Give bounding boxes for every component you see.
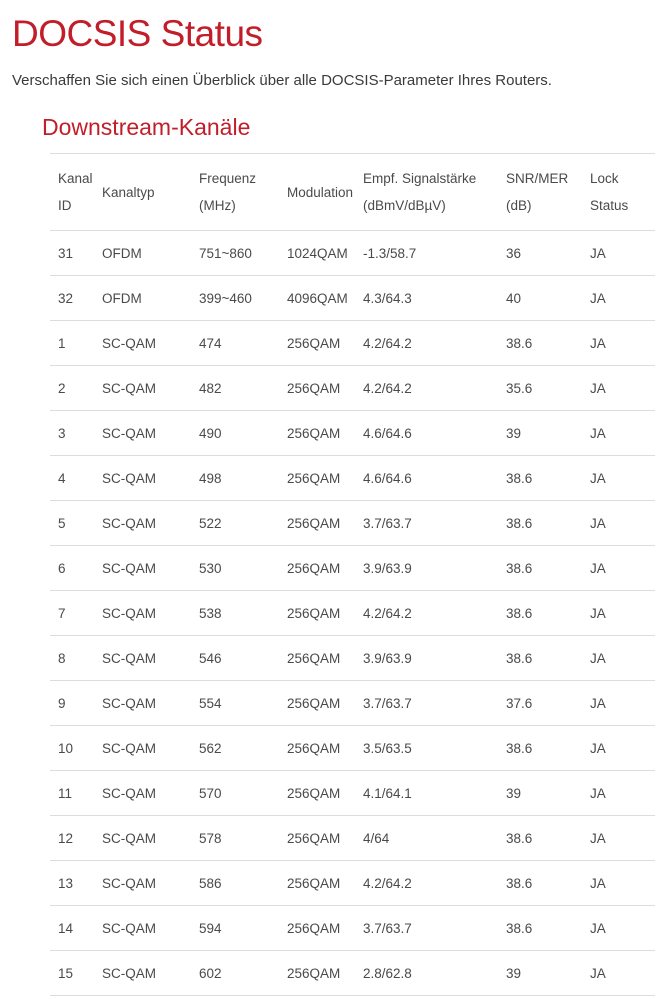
downstream-section — [42, 114, 658, 996]
table-row — [50, 636, 655, 681]
table-cell: 256QAM — [279, 951, 355, 996]
table-cell: 751~860 — [191, 231, 279, 276]
table-cell: 6 — [50, 546, 94, 591]
table-cell: 4.2/64.2 — [355, 321, 498, 366]
table-cell: 10 — [50, 726, 94, 771]
table-cell: SC-QAM — [94, 906, 191, 951]
table-cell: 490 — [191, 411, 279, 456]
table-row — [50, 321, 655, 366]
table-cell: 578 — [191, 816, 279, 861]
table-cell: JA — [582, 816, 655, 861]
column-header-2 — [191, 154, 279, 231]
table-cell: 554 — [191, 681, 279, 726]
table-cell: 522 — [191, 501, 279, 546]
table-cell: 570 — [191, 771, 279, 816]
table-cell: 594 — [191, 906, 279, 951]
table-cell: 256QAM — [279, 591, 355, 636]
table-cell: 3.7/63.7 — [355, 681, 498, 726]
table-cell: JA — [582, 276, 655, 321]
table-cell: 2 — [50, 366, 94, 411]
table-cell: 38.6 — [498, 591, 582, 636]
table-cell: 13 — [50, 861, 94, 906]
table-row — [50, 771, 655, 816]
table-cell: JA — [582, 951, 655, 996]
table-cell: 35.6 — [498, 366, 582, 411]
column-header-4 — [355, 154, 498, 231]
table-cell: 3.7/63.7 — [355, 501, 498, 546]
table-cell: SC-QAM — [94, 366, 191, 411]
table-cell: 38.6 — [498, 726, 582, 771]
table-cell: SC-QAM — [94, 771, 191, 816]
table-cell: 4.2/64.2 — [355, 591, 498, 636]
table-cell: JA — [582, 231, 655, 276]
table-cell: 3.9/63.9 — [355, 546, 498, 591]
table-cell: SC-QAM — [94, 726, 191, 771]
table-cell: 8 — [50, 636, 94, 681]
table-cell: JA — [582, 411, 655, 456]
table-cell: SC-QAM — [94, 591, 191, 636]
column-header-line: (dB) — [506, 198, 532, 214]
table-body — [50, 231, 655, 996]
table-cell: JA — [582, 501, 655, 546]
column-header-line: ID — [58, 198, 72, 214]
table-row — [50, 366, 655, 411]
table-cell: SC-QAM — [94, 321, 191, 366]
table-cell: 39 — [498, 771, 582, 816]
table-row — [50, 681, 655, 726]
column-header-line: SNR/MER — [506, 171, 569, 187]
table-cell: JA — [582, 906, 655, 951]
table-cell: 3.7/63.7 — [355, 906, 498, 951]
table-row — [50, 276, 655, 321]
table-cell: 32 — [50, 276, 94, 321]
table-cell: SC-QAM — [94, 861, 191, 906]
table-row — [50, 231, 655, 276]
table-cell: 39 — [498, 411, 582, 456]
table-cell: SC-QAM — [94, 636, 191, 681]
table-cell: SC-QAM — [94, 681, 191, 726]
table-cell: 399~460 — [191, 276, 279, 321]
table-row — [50, 411, 655, 456]
table-cell: SC-QAM — [94, 951, 191, 996]
table-cell: JA — [582, 771, 655, 816]
table-header-row — [50, 154, 655, 231]
table-cell: 4.6/64.6 — [355, 456, 498, 501]
table-cell: 40 — [498, 276, 582, 321]
table-row — [50, 591, 655, 636]
table-row — [50, 906, 655, 951]
table-cell: 498 — [191, 456, 279, 501]
table-cell: 256QAM — [279, 726, 355, 771]
table-cell: 562 — [191, 726, 279, 771]
table-cell: 4.2/64.2 — [355, 366, 498, 411]
table-cell: JA — [582, 456, 655, 501]
table-cell: 602 — [191, 951, 279, 996]
table-cell: 39 — [498, 951, 582, 996]
table-cell: 38.6 — [498, 906, 582, 951]
table-cell: JA — [582, 861, 655, 906]
table-cell: 31 — [50, 231, 94, 276]
table-cell: 482 — [191, 366, 279, 411]
table-cell: 4 — [50, 456, 94, 501]
table-cell: OFDM — [94, 231, 191, 276]
table-row — [50, 816, 655, 861]
table-row — [50, 726, 655, 771]
table-cell: JA — [582, 546, 655, 591]
column-header-line: Kanal — [58, 171, 93, 187]
table-row — [50, 951, 655, 996]
table-cell: 38.6 — [498, 636, 582, 681]
table-cell: 256QAM — [279, 861, 355, 906]
column-header-line: Empf. Signalstärke — [363, 171, 477, 187]
table-cell: 37.6 — [498, 681, 582, 726]
table-cell: 256QAM — [279, 816, 355, 861]
table-cell: SC-QAM — [94, 411, 191, 456]
table-cell: 4/64 — [355, 816, 498, 861]
table-cell: 1 — [50, 321, 94, 366]
table-cell: -1.3/58.7 — [355, 231, 498, 276]
table-cell: 4.1/64.1 — [355, 771, 498, 816]
column-header-line: Frequenz — [199, 171, 257, 187]
table-cell: 38.6 — [498, 456, 582, 501]
table-cell: 256QAM — [279, 456, 355, 501]
table-cell: JA — [582, 591, 655, 636]
table-row — [50, 501, 655, 546]
table-cell: 3.5/63.5 — [355, 726, 498, 771]
table-cell: SC-QAM — [94, 816, 191, 861]
page-subtitle: Verschaffen Sie sich einen Überblick über alle DOCSIS-Parameter Ihres Routers. — [12, 71, 552, 89]
table-cell: OFDM — [94, 276, 191, 321]
table-cell: SC-QAM — [94, 546, 191, 591]
table-cell: 530 — [191, 546, 279, 591]
table-cell: 586 — [191, 861, 279, 906]
column-header-1 — [94, 154, 191, 231]
table-cell: 38.6 — [498, 816, 582, 861]
column-header-line: Status — [590, 198, 629, 214]
table-cell: 4096QAM — [279, 276, 355, 321]
downstream-channels-table — [50, 153, 655, 996]
table-cell: 12 — [50, 816, 94, 861]
table-cell: 11 — [50, 771, 94, 816]
column-header-0 — [50, 154, 94, 231]
table-cell: 38.6 — [498, 501, 582, 546]
page-title: DOCSIS Status — [12, 13, 263, 54]
table-cell: 256QAM — [279, 321, 355, 366]
table-cell: 256QAM — [279, 636, 355, 681]
table-cell: JA — [582, 726, 655, 771]
table-cell: 256QAM — [279, 501, 355, 546]
column-header-line: (dBmV/dBµV) — [363, 198, 446, 214]
table-cell: JA — [582, 636, 655, 681]
table-cell: 4.6/64.6 — [355, 411, 498, 456]
table-cell: 474 — [191, 321, 279, 366]
table-cell: JA — [582, 321, 655, 366]
table-cell: JA — [582, 366, 655, 411]
table-cell: 38.6 — [498, 321, 582, 366]
column-header-line: Kanaltyp — [102, 184, 155, 200]
column-header-line: Lock — [590, 171, 619, 187]
column-header-3 — [279, 154, 355, 231]
table-cell: SC-QAM — [94, 501, 191, 546]
table-cell: 5 — [50, 501, 94, 546]
table-cell: 36 — [498, 231, 582, 276]
table-cell: 1024QAM — [279, 231, 355, 276]
column-header-line: (MHz) — [199, 198, 236, 214]
table-cell: 256QAM — [279, 546, 355, 591]
table-cell: 3 — [50, 411, 94, 456]
table-cell: 538 — [191, 591, 279, 636]
table-cell: 15 — [50, 951, 94, 996]
table-cell: 4.3/64.3 — [355, 276, 498, 321]
table-cell: 14 — [50, 906, 94, 951]
table-cell: 3.9/63.9 — [355, 636, 498, 681]
table-row — [50, 546, 655, 591]
table-header — [50, 154, 655, 231]
table-cell: 256QAM — [279, 366, 355, 411]
table-cell: 38.6 — [498, 546, 582, 591]
table-cell: 38.6 — [498, 861, 582, 906]
table-cell: 9 — [50, 681, 94, 726]
table-cell: SC-QAM — [94, 456, 191, 501]
table-row — [50, 861, 655, 906]
table-row — [50, 456, 655, 501]
column-header-6 — [582, 154, 655, 231]
table-cell: 256QAM — [279, 411, 355, 456]
table-cell: 2.8/62.8 — [355, 951, 498, 996]
table-cell: 7 — [50, 591, 94, 636]
table-cell: 256QAM — [279, 681, 355, 726]
table-cell: 546 — [191, 636, 279, 681]
section-title-downstream: Downstream-Kanäle — [42, 114, 251, 141]
table-cell: JA — [582, 681, 655, 726]
table-cell: 256QAM — [279, 771, 355, 816]
table-cell: 256QAM — [279, 906, 355, 951]
column-header-5 — [498, 154, 582, 231]
table-cell: 4.2/64.2 — [355, 861, 498, 906]
column-header-line: Modulation — [287, 184, 354, 200]
